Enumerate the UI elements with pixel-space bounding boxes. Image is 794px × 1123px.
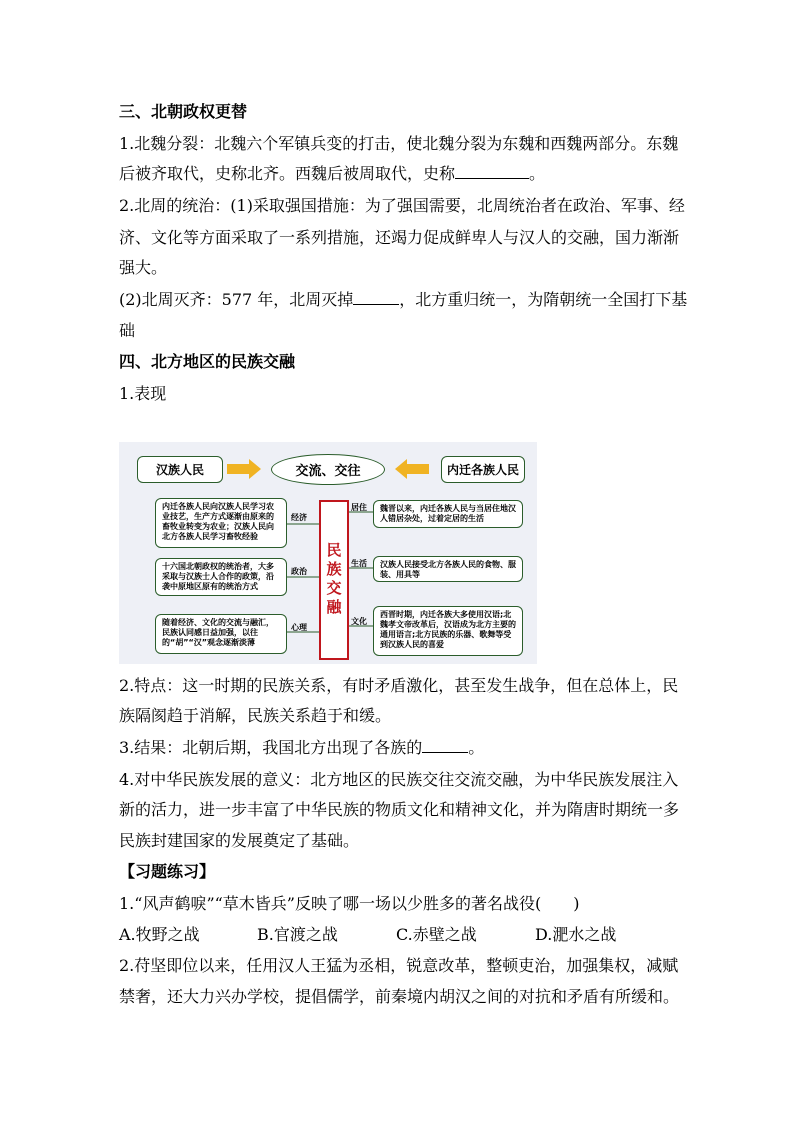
question-1: 1.“风声鹤唳”“草木皆兵”反映了哪一场以少胜多的著名战役( ) [119, 894, 580, 913]
section3-p2-line3: 强大。 [119, 258, 168, 277]
text: 。 [529, 164, 546, 183]
section3-p1-line2 [119, 164, 545, 184]
exercises-heading: 【习题练习】 [119, 862, 216, 881]
text: 。 [468, 738, 485, 757]
han-people-box: 汉族人民 [137, 456, 223, 483]
q1-option-a[interactable]: A.牧野之战 [119, 925, 200, 944]
answer-blank[interactable] [455, 164, 529, 179]
label-psychology: 心理 [291, 623, 307, 632]
section3-p2-line2: 济、文化等方面采取了一系列措施，还竭力促成鲜卑人与汉人的交融，国力渐渐 [119, 228, 680, 247]
ethnic-integration-core [319, 500, 349, 660]
migrant-peoples-box: 内迁各族人民 [441, 456, 525, 483]
label-economy: 经济 [291, 513, 307, 522]
section4-p2-line1: 2.特点：这一时期的民族关系，有时矛盾激化，甚至发生战争，但在总体上，民 [119, 676, 679, 695]
answer-blank[interactable] [422, 738, 468, 753]
q1-option-d[interactable]: D.淝水之战 [535, 925, 617, 944]
section3-heading: 三、北朝政权更替 [119, 102, 248, 121]
section4-p2-line2: 族隔阂趋于消解，民族关系趋于和缓。 [119, 706, 392, 725]
section3-p1-line1: 1.北魏分裂：北魏六个军镇兵变的打击，使北魏分裂为东魏和西魏两部分。东魏 [119, 134, 679, 153]
q1-option-b[interactable]: B.官渡之战 [257, 925, 338, 944]
text: ，北方重归统一，为隋朝统一全国打下基 [399, 290, 688, 309]
section4-p4-line3: 民族封建国家的发展奠定了基础。 [119, 831, 360, 850]
exchange-oval: 交流、交往 [271, 454, 385, 485]
q1-option-c[interactable]: C.赤壁之战 [396, 925, 477, 944]
section4-heading: 四、北方地区的民族交融 [119, 352, 296, 371]
section4-p3 [119, 738, 484, 758]
text: 3.结果：北朝后期，我国北方出现了各族的 [119, 738, 423, 757]
psychology-box: 随着经济、文化的交流与融汇，民族认同感日益加强，以往的“胡”“汉”观念逐渐淡薄 [155, 614, 287, 654]
residence-box: 魏晋以来，内迁各族人民与当居住地汉人错居杂处，过着定居的生活 [373, 500, 523, 528]
text: (2)北周灭齐：577 年，北周灭掉 [119, 290, 354, 309]
ethnic-integration-diagram [119, 442, 537, 664]
section4-item1: 1.表现 [119, 384, 167, 403]
politics-box: 十六国北朝政权的统治者，大多采取与汉族士人合作的政策，沿袭中原地区原有的统治方式 [155, 558, 287, 596]
question-2-line1: 2.苻坚即位以来，任用汉人王猛为丞相，锐意改革，整顿吏治，加强集权，减赋 [119, 956, 679, 975]
section3-p2-line1: 2.北周的统治：(1)采取强国措施：为了强国需要，北周统治者在政治、军事、经 [119, 196, 685, 215]
answer-blank[interactable] [353, 290, 399, 305]
arrow-left-icon [395, 459, 429, 479]
label-residence: 居住 [351, 503, 367, 512]
section4-p4-line1: 4.对中华民族发展的意义：北方地区的民族交往交流交融，为中华民族发展注入 [119, 770, 679, 789]
section3-p3-line1 [119, 290, 687, 310]
life-box: 汉族人民接受北方各族人民的食物、服装、用具等 [373, 556, 523, 582]
text: 后被齐取代，史称北齐。西魏后被周取代，史称 [119, 164, 456, 183]
label-politics: 政治 [291, 567, 307, 576]
question-2-line2: 禁奢，还大力兴办学校，提倡儒学，前秦境内胡汉之间的对抗和矛盾有所缓和。 [119, 987, 680, 1006]
label-life: 生活 [351, 559, 367, 568]
culture-box: 西晋时期，内迁各族大多使用汉语;北魏孝文帝改革后，汉语成为北方主要的通用语言;北方民族的乐器、歌舞等受到汉族人民的喜爱 [373, 606, 523, 656]
section3-p3-line2: 础 [119, 321, 136, 340]
arrow-right-icon [227, 459, 261, 479]
section4-p4-line2: 新的活力，进一步丰富了中华民族的物质文化和精神文化，并为隋唐时期统一多 [119, 800, 680, 819]
label-culture: 文化 [351, 617, 367, 626]
economy-box: 内迁各族人民向汉族人民学习农业技艺，生产方式逐渐由原来的畜牧业转变为农业；汉族人民向北方各族人民学习畜牧经验 [155, 498, 287, 548]
core-text: 民族交融 [324, 542, 343, 618]
